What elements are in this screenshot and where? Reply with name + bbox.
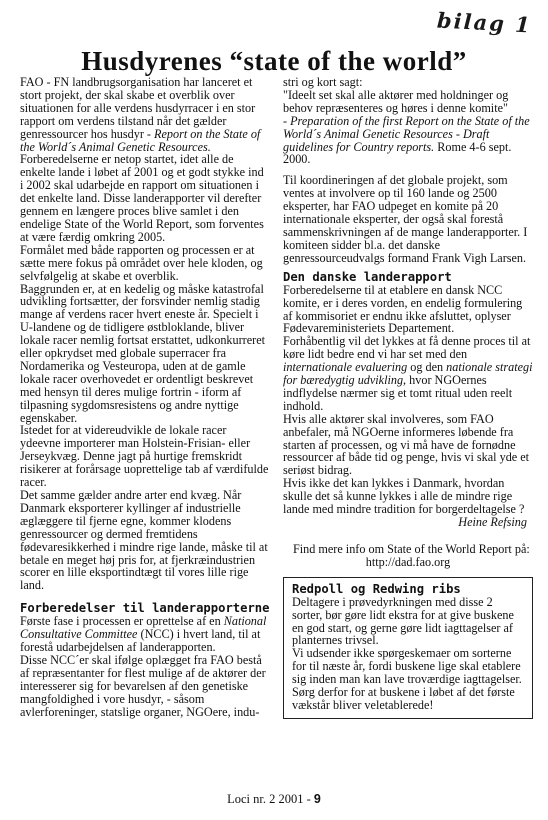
section-heading: Den danske landerapport (283, 269, 452, 284)
paragraph: Disse NCC´er skal ifølge oplægget fra FAO bestå af repræsentanter for flest mulige af de aktører der interesserer sig for bevarelsen af den genetiske mangfoldighed i vore husdyr, - såsom avlerforeninger, statslige organer, NGOere, indu- (20, 652, 266, 719)
find-more-text: Find mere info om State of the World Report på: (293, 541, 530, 556)
section-heading: Forberedelser til landerapporterne (20, 601, 270, 616)
paragraph: Til koordineringen af det globale projekt, som ventes at involvere op til 160 lande og 2500 eksperter, har FAO udpeget en komite på 20 internationale eksperter, der også skal forestå sammenskrivningen af de mange landerapporter. I komiteen sidder bl.a. det danske genressourceudvalgs formand Frank Vigh Larsen. (283, 173, 528, 265)
paragraph: Baggrunden er, at en kedelig og måske katastrofal udvikling fortsætter, der forsvinder nemlig stadig mange af verdens racer hvert eneste år. Specielt i U-landene og de tidligere østbloklande, bliver lokale racer nemlig fortsat erstattet, udkonkurreret eller opkrydset med globale superracer fra Nordamerika og Vesteuropa, uden at de gamle lokale racer overhovedet er ordentligt beskrevet med hensyn til deres mulige fortrin - iform af tilpasning sygdomsresistens og andre nyttige egenskaber. (20, 281, 265, 425)
paragraph: stri og kort sagt: (283, 75, 363, 89)
quote: "Ideelt set skal alle aktører med holdninger og behov repræsenteres og høres i denne komite" (283, 87, 509, 115)
page-number: 9 (313, 792, 321, 806)
author-signature: Heine Refsing (458, 515, 527, 529)
paragraph: Første fase i processen er oprettelse af en National Consultative Committee (NCC) i hvert land, til at forestå udarbejdelsen af landerapporten. (20, 614, 267, 655)
info-link[interactable]: http://dad.fao.org (365, 554, 451, 569)
box-heading: Redpoll og Redwing ribs (292, 581, 461, 596)
paragraph: Vi udsender ikke spørgeskemaer om sorterne for til næste år, fordi buskene lige skal etablere sig inden man kan lave troværdige iagttagelser. (292, 646, 522, 687)
info-box (283, 577, 533, 719)
paragraph: Sørg derfor for at buskene i løbet af det første vækstår bliver veletablerede! (292, 685, 515, 712)
paragraph: Forberedelserne til at etablere en dansk NCC komite, er i deres vorden, en endelig formulering af kommisoriet er endnu ikke afsluttet, oplyser Fødevareministeriets Departement. (283, 282, 523, 336)
report-title: Report on the State of the World´s Animal Genetic Resources. (20, 126, 261, 154)
paragraph: Formålet med både rapporten og processen er at sætte mere fokus på området over hele kloden, og selvfølgelig at skabe et overblik. (20, 242, 263, 283)
paragraph: Forberedelserne er netop startet, idet alle de enkelte lande i løbet af 2001 og et godt stykke ind i 2002 skal udarbejde en rapport om situationen i det enkelte land. Disse landerapporter vil derefter gennem en længere proces blive samlet i den endelige State of the World Report, som forventes at være færdig omkring 2005. (20, 152, 264, 244)
paragraph: Hvis ikke det kan lykkes i Danmark, hvordan skulle det så kunne lykkes i alle de mindre rige lande med mindre tradition for borgerdeltagelse ? (283, 476, 525, 517)
page-footer: Loci nr. 2 2001 - 9 (227, 792, 321, 806)
right-column (283, 76, 533, 719)
page-title: Husdyrenes “state of the world” (81, 46, 467, 76)
paragraph: Hvis alle aktører skal involveres, som FAO anbefaler, må NGOerne informeres løbende fra starten af processen, og vi må have de fornødne ressourcer af både tid og penge, hvis vi skal yde et seriøst bidrag. (283, 411, 530, 478)
left-column (20, 76, 270, 719)
paragraph: Det samme gælder andre arter end kvæg. Når Danmark eksporterer kyllinger af industrielle æglæggere til fjerne egne, kommer klodens genressourcer og dermed fremtidens fødevaresikkerhed i mindre rige lande, måske til at betale en meget høj pris for, at fjerkræindustrien scorer en lille eksportindtægt til vores lille rige land. (20, 488, 268, 593)
paragraph: Forhåbentlig vil det lykkes at få denne proces til at køre lidt bedre end vi har set med den internationale evaluering og den nationale strategi for bæredygtig udvikling, hvor NGOernes indflydelse nærmer sig et tomt ritual uden reelt indhold. (283, 334, 533, 413)
intro-paragraph: FAO - FN landbrugsorganisation har lanceret et stort projekt, der skal skabe et overblik over situationen for alle verdens husdyrracer i en stor rapport om verdens tilstand når det gælder genressourcer hos husdyr - Report on the State of the World´s Animal Genetic Resources. (20, 75, 261, 154)
paragraph: Istedet for at videreudvikle de lokale racer ydeevne importerer man Holstein-Frisian- eller Jerseykvæg. Denne jagt på hurtige fremskridt risikerer at forårsage uoprettelige tab af værdifulde racer. (20, 423, 269, 490)
paragraph: Deltagere i prøvedyrkningen med disse 2 sorter, bør gøre lidt ekstra for at give buskene en god start, og gerne gøre lidt iagttagelser af planternes trivsel. (292, 594, 514, 648)
handwritten-note: bilag 1 (436, 7, 533, 38)
quote-source: - Preparation of the first Report on the State of the World´s Animal Genetic Resources - Draft guidelines for Country reports. Rome 4-6 sept. 2000. (283, 113, 530, 167)
